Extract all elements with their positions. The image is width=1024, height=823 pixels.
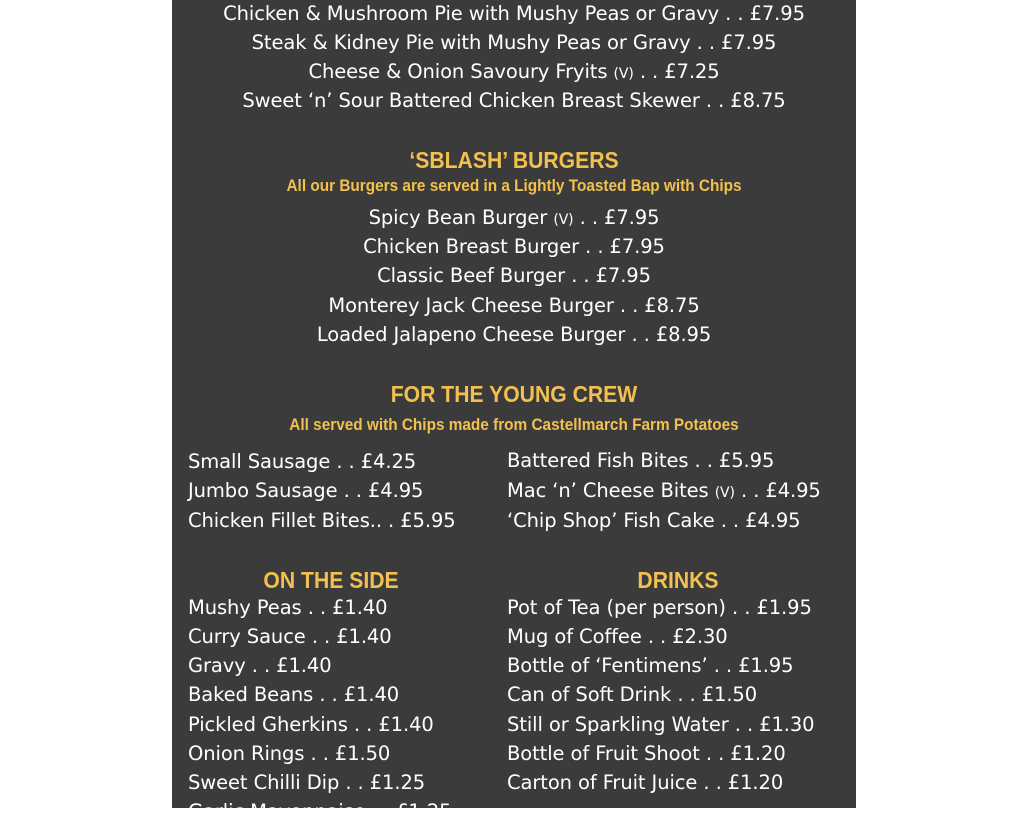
item-name: Sweet Chilli Dip bbox=[188, 771, 340, 794]
young-crew-subheading: All served with Chips made from Castellmarch Farm Potatoes bbox=[289, 416, 739, 434]
item-price: . . £8.75 bbox=[705, 89, 786, 112]
item-price: . . £1.95 bbox=[732, 596, 812, 619]
item-name: Chicken Breast Burger bbox=[363, 235, 580, 258]
item-name: Sweet ‘n’ Sour Battered Chicken Breast Skewer bbox=[242, 89, 700, 112]
menu-item-kids bbox=[188, 480, 423, 502]
item-name: Pickled Gherkins bbox=[188, 713, 348, 736]
item-price: . . £7.95 bbox=[585, 235, 665, 258]
item-price: . . £4.95 bbox=[343, 479, 424, 502]
item-name: Battered Fish Bites bbox=[507, 449, 689, 472]
item-name: Chicken Fillet Bites. bbox=[188, 509, 376, 532]
vegetarian-tag: (V) bbox=[613, 66, 634, 82]
menu-item-burger bbox=[172, 207, 856, 231]
item-price: . . £8.75 bbox=[619, 294, 700, 317]
item-price: . . £2.30 bbox=[647, 625, 728, 648]
menu-item-drink bbox=[507, 714, 814, 736]
menu-item-drink bbox=[507, 743, 786, 765]
item-name: Mushy Peas bbox=[188, 596, 302, 619]
young-crew-heading: FOR THE YOUNG CREW bbox=[390, 381, 638, 407]
menu-item-side bbox=[188, 714, 434, 736]
item-price: . . £7.95 bbox=[696, 31, 777, 54]
item-name: Steak & Kidney Pie with Mushy Peas or Gravy bbox=[251, 31, 691, 54]
item-price: . . £8.95 bbox=[631, 323, 712, 346]
item-name: Onion Rings bbox=[188, 742, 305, 765]
item-name: Cheese & Onion Savoury Fryits bbox=[308, 60, 608, 83]
menu-item-kids bbox=[507, 450, 774, 472]
item-price: . . £1.20 bbox=[705, 742, 786, 765]
item-name: Spicy Bean Burger bbox=[368, 206, 548, 229]
item-price: . . £7.95 bbox=[571, 264, 651, 287]
menu-item-kids bbox=[507, 480, 821, 504]
item-price: . . £1.20 bbox=[703, 771, 784, 794]
item-price: . . £4.95 bbox=[720, 509, 801, 532]
menu-item-pie bbox=[172, 32, 856, 54]
menu-item-side bbox=[188, 684, 399, 706]
item-name: Garlic Mayonnaise bbox=[188, 800, 366, 823]
menu-item-pie bbox=[172, 90, 856, 112]
item-name: Jumbo Sausage bbox=[188, 479, 338, 502]
item-price: . . £1.50 bbox=[677, 683, 758, 706]
item-price: . . £5.95 bbox=[375, 509, 456, 532]
item-price: . . £1.40 bbox=[251, 654, 332, 677]
menu-item-burger bbox=[172, 324, 856, 346]
item-price: . . £1.50 bbox=[310, 742, 391, 765]
item-price: . . £1.40 bbox=[311, 625, 392, 648]
item-name: Loaded Jalapeno Cheese Burger bbox=[316, 323, 626, 346]
menu-item-side bbox=[188, 597, 387, 619]
item-price: . . £4.95 bbox=[741, 479, 821, 502]
item-name: Curry Sauce bbox=[188, 625, 306, 648]
item-name: Carton of Fruit Juice bbox=[507, 771, 698, 794]
menu-item-drink bbox=[507, 772, 783, 794]
menu-item-side bbox=[188, 772, 425, 794]
menu-item-drink bbox=[507, 626, 728, 648]
item-price: . . £1.30 bbox=[734, 713, 815, 736]
item-name: Bottle of Fruit Shoot bbox=[507, 742, 700, 765]
item-price: . . £7.95 bbox=[725, 2, 805, 25]
menu-item-kids bbox=[188, 510, 456, 532]
menu-item-side bbox=[188, 626, 392, 648]
item-name: Small Sausage bbox=[188, 450, 331, 473]
item-price: . . £1.95 bbox=[713, 654, 794, 677]
vegetarian-tag: (V) bbox=[553, 212, 574, 228]
menu-item-drink bbox=[507, 597, 812, 619]
menu-item-side bbox=[188, 801, 451, 823]
sides-heading: ON THE SIDE bbox=[263, 567, 399, 593]
item-name: Gravy bbox=[188, 654, 246, 677]
menu-item-burger bbox=[172, 236, 856, 258]
item-name: Monterey Jack Cheese Burger bbox=[328, 294, 614, 317]
item-name: Classic Beef Burger bbox=[377, 264, 566, 287]
menu-item-side bbox=[188, 655, 332, 677]
menu-item-drink bbox=[507, 684, 757, 706]
item-price: . . £5.95 bbox=[694, 449, 775, 472]
item-name: Still or Sparkling Water bbox=[507, 713, 729, 736]
item-price: . . £1.40 bbox=[353, 713, 434, 736]
drinks-heading: DRINKS bbox=[637, 567, 719, 593]
menu-item-side bbox=[188, 743, 390, 765]
menu-item-kids bbox=[188, 451, 416, 473]
vegetarian-tag: (V) bbox=[714, 485, 735, 501]
item-name: Pot of Tea (per person) bbox=[507, 596, 726, 619]
menu-item-kids bbox=[507, 510, 800, 532]
item-name: Mug of Coffee bbox=[507, 625, 642, 648]
item-price: . . £1.25 bbox=[345, 771, 426, 794]
item-name: Bottle of ‘Fentimens’ bbox=[507, 654, 708, 677]
menu-item-burger bbox=[172, 265, 856, 287]
item-name: Can of Soft Drink bbox=[507, 683, 672, 706]
item-name: Chicken & Mushroom Pie with Mushy Peas or Gravy bbox=[223, 2, 720, 25]
item-name: ‘Chip Shop’ Fish Cake bbox=[507, 509, 715, 532]
item-price: . . £1.25 bbox=[371, 800, 452, 823]
menu-item-drink bbox=[507, 655, 793, 677]
item-price: . . £1.40 bbox=[307, 596, 388, 619]
item-name: Mac ‘n’ Cheese Bites bbox=[507, 479, 709, 502]
menu-item-pie bbox=[172, 61, 856, 85]
burgers-subheading: All our Burgers are served in a Lightly Toasted Bap with Chips bbox=[286, 177, 742, 195]
menu-item-pie bbox=[172, 3, 856, 25]
item-name: Baked Beans bbox=[188, 683, 314, 706]
item-price: . . £1.40 bbox=[319, 683, 400, 706]
item-price: . . £7.95 bbox=[579, 206, 660, 229]
burgers-heading: ‘SBLASH’ BURGERS bbox=[409, 147, 619, 173]
item-price: . . £4.25 bbox=[336, 450, 417, 473]
item-price: . . £7.25 bbox=[639, 60, 720, 83]
menu-item-burger bbox=[172, 295, 856, 317]
menu-board bbox=[172, 0, 856, 823]
